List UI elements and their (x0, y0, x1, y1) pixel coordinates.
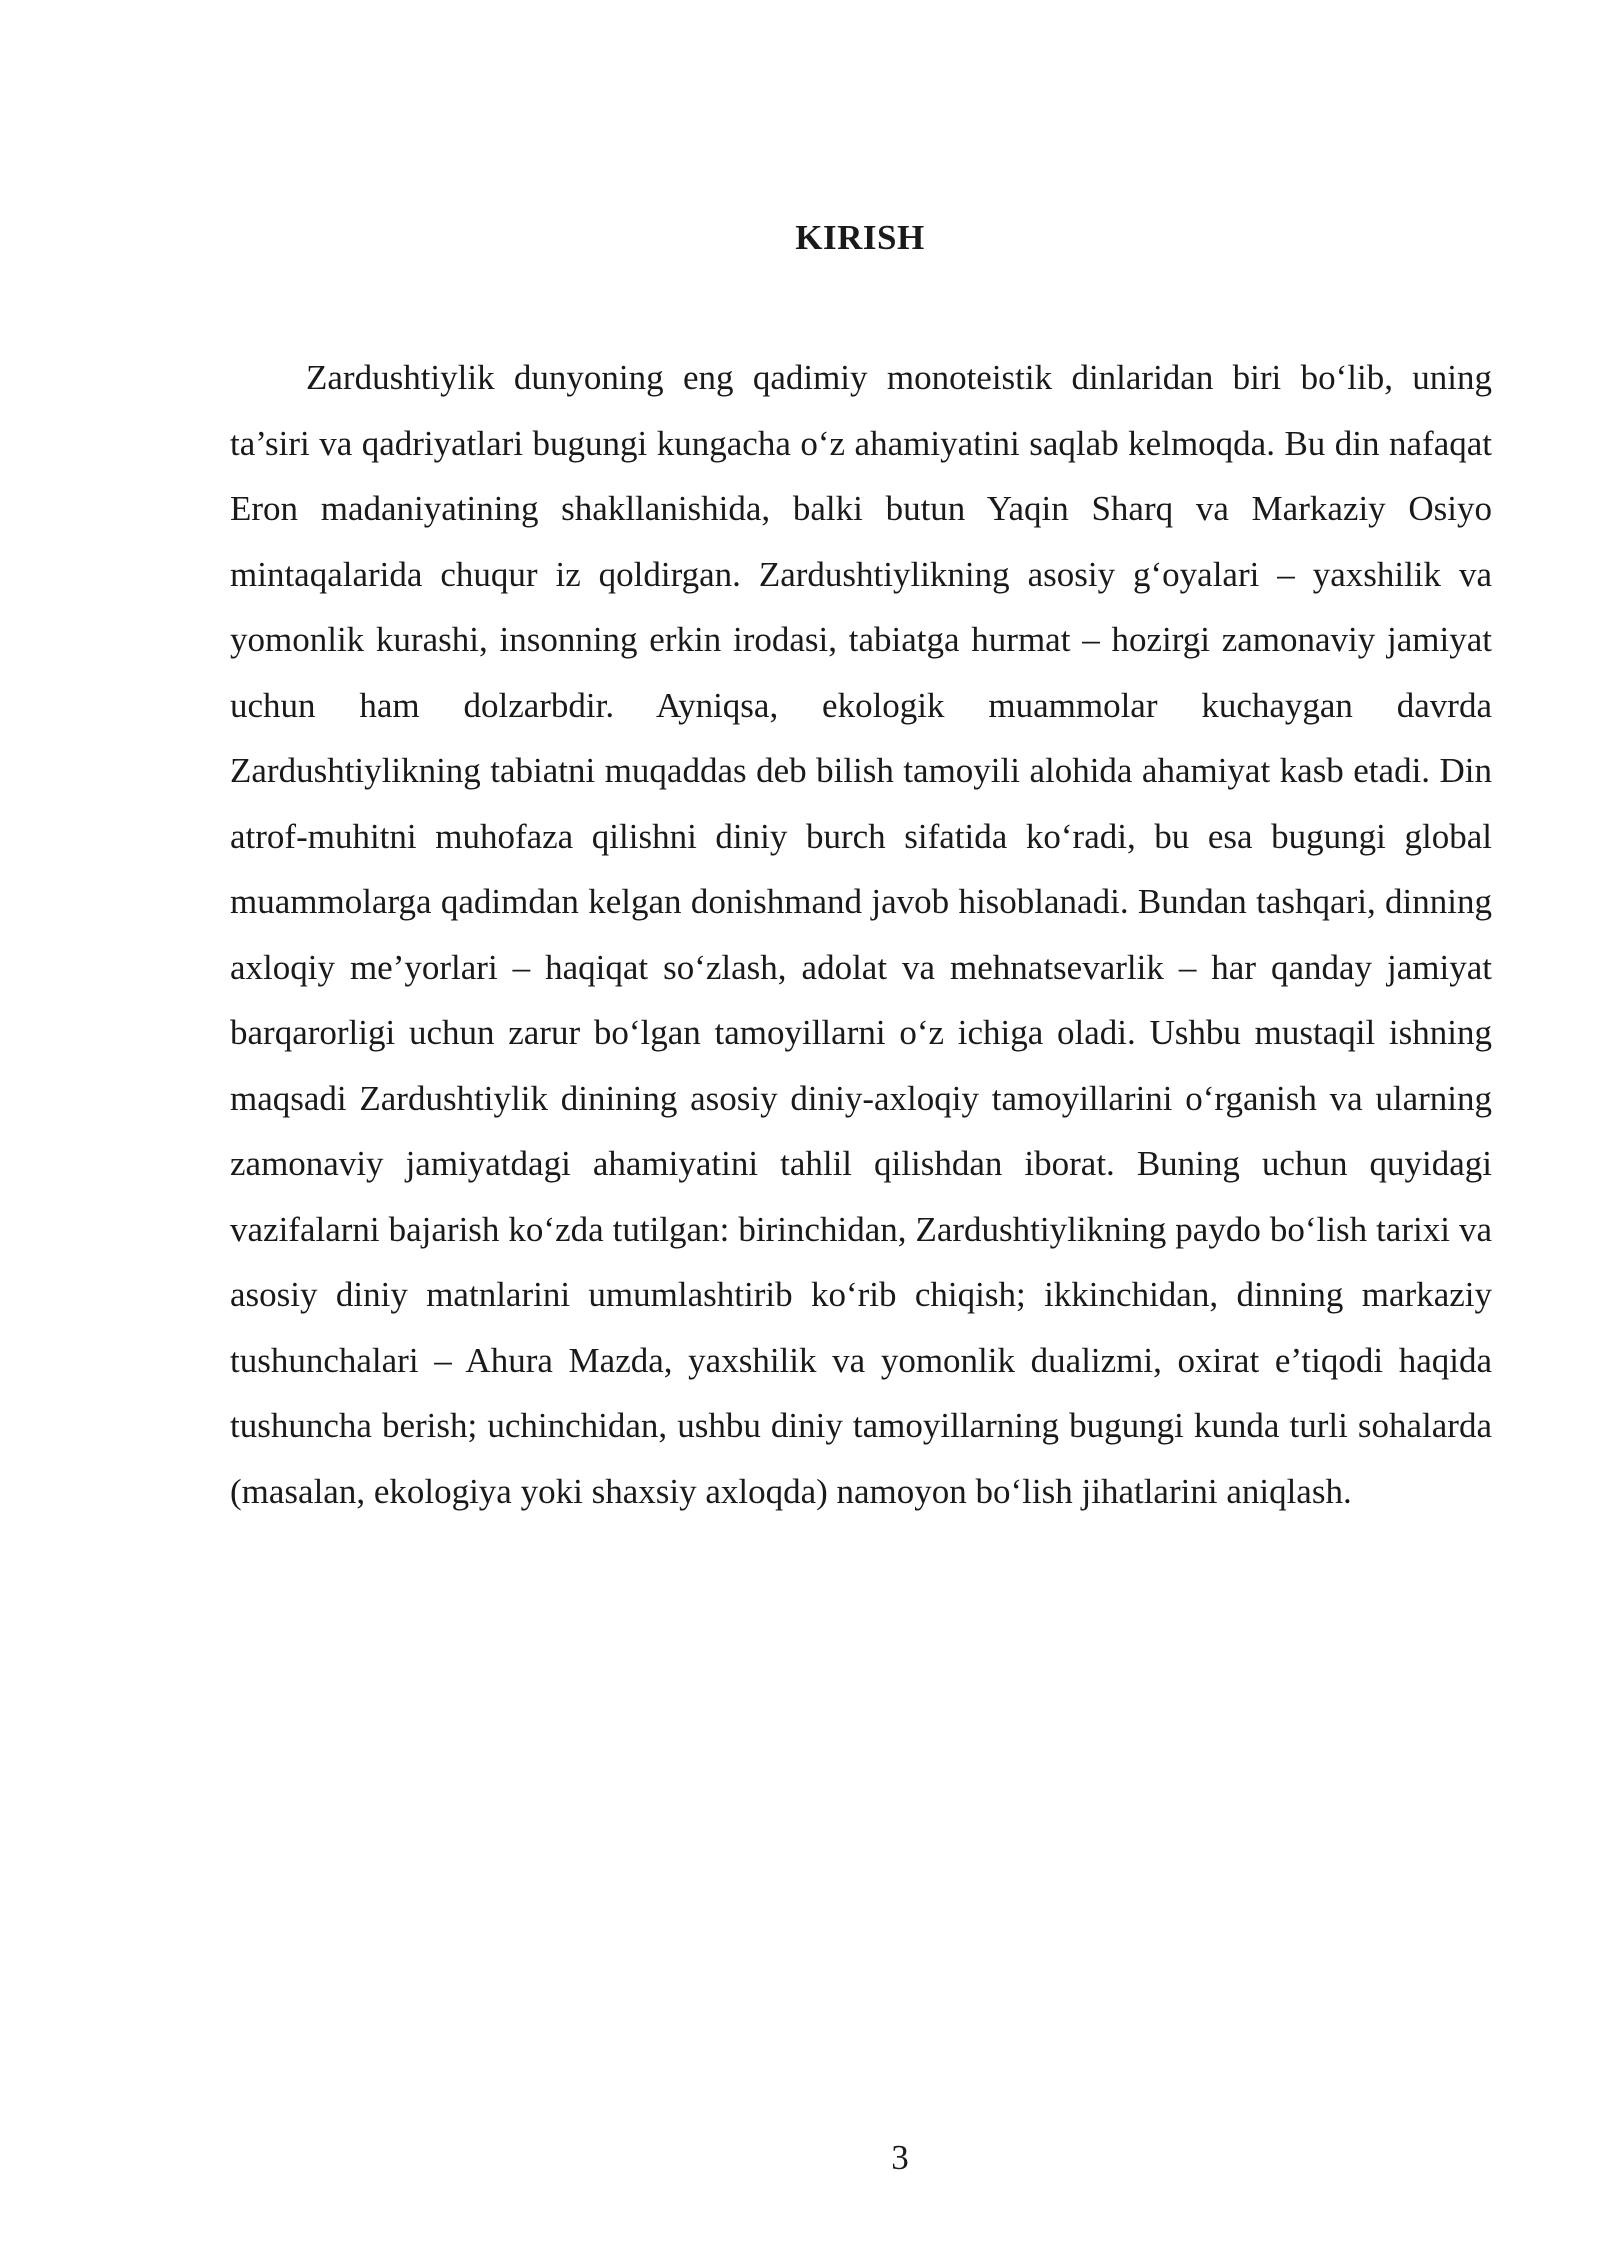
section-title: KIRISH (795, 218, 925, 257)
body-paragraph: Zardushtiylik dunyoning eng qadimiy monoteistik dinlaridan biri bo‘lib, uning ta’siri va qadriyatlari bugungi kungacha o‘z ahamiyatini saqlab kelmoqda. Bu din nafaqat Eron madaniyatining shakllanishida, balki butun Yaqin Sharq va Markaziy Osiyo mintaqalarida chuqur iz qoldirgan. Zardushtiylikning asosiy g‘oyalari – yaxshilik va yomonlik kurashi, insonning erkin irodasi, tabiatga hurmat – hozirgi zamonaviy jamiyat uchun ham dolzarbdir. Ayniqsa, ekologik muammolar kuchaygan davrda Zardushtiylikning tabiatni muqaddas deb bilish tamoyili alohida ahamiyat kasb etadi. Din atrof-muhitni muhofaza qilishni diniy burch sifatida ko‘radi, bu esa bugungi global muammolarga qadimdan kelgan donishmand javob hisoblanadi. Bundan tashqari, dinning axloqiy me’yorlari – haqiqat so‘zlash, adolat va mehnatsevarlik – har qanday jamiyat barqarorligi uchun zarur bo‘lgan tamoyillarni o‘z ichiga oladi. Ushbu mustaqil ishning maqsadi Zardushtiylik dinining asosiy diniy-axloqiy tamoyillarini o‘rganish va ularning zamonaviy jamiyatdagi ahamiyatini tahlil qilishdan iborat. Buning uchun quyidagi vazifalarni bajarish ko‘zda tutilgan: birinchidan, Zardushtiylikning paydo bo‘lish tarixi va asosiy diniy matnlarini umumlashtirib ko‘rib chiqish; ikkinchidan, dinning markaziy tushunchalari – Ahura Mazda, yaxshilik va yomonlik dualizmi, oxirat e’tiqodi haqida tushuncha berish; uchinchidan, ushbu diniy tamoyillarning bugungi kunda turli sohalarda (masalan, ekologiya yoki shaxsiy axloqda) namoyon bo‘lish jihatlarini aniqlash. (230, 358, 1492, 1511)
page-number: 3 (891, 2138, 909, 2177)
